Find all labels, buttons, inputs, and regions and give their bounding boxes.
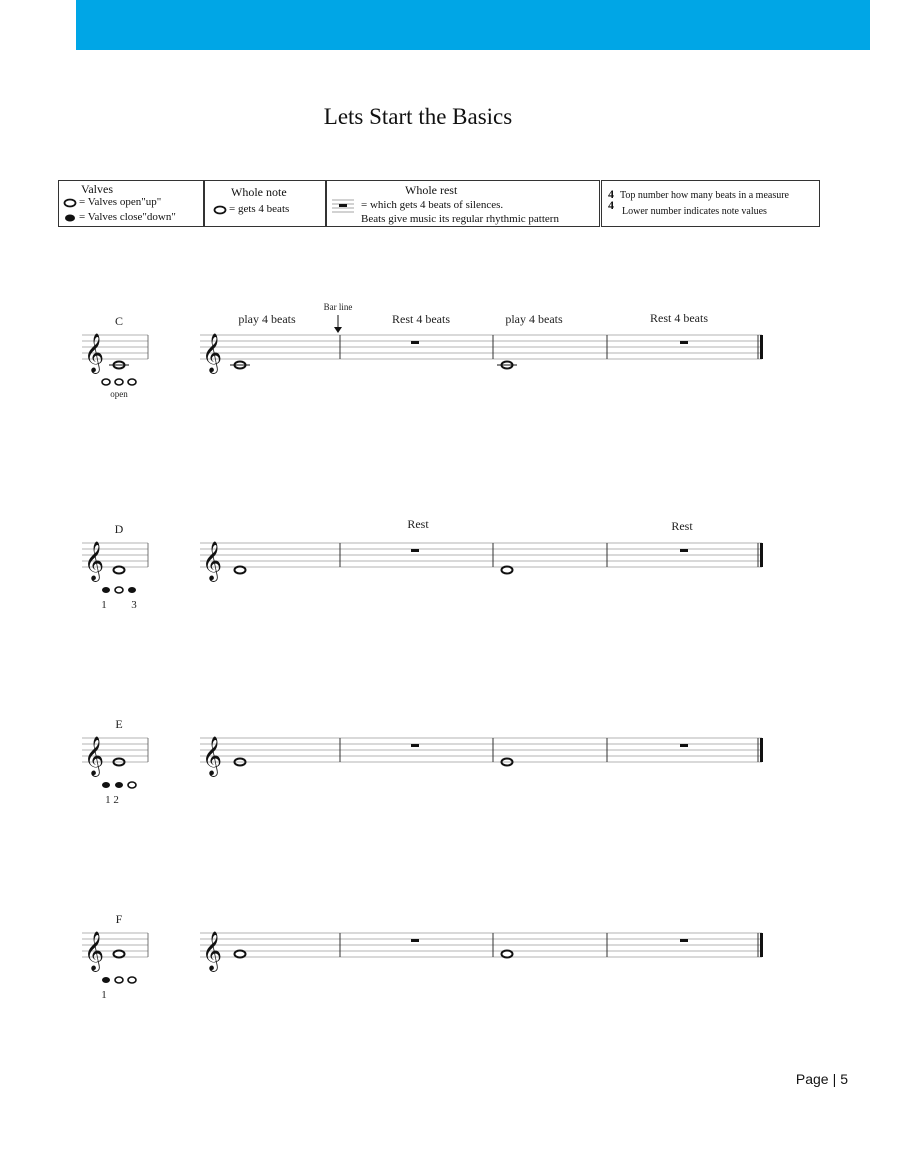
valve-1-closed-icon [102,587,110,593]
exercise-staff [200,543,762,567]
page-separator: | [832,1071,837,1087]
whole-rest-icon [680,549,688,552]
bar-line-label: Bar line [323,302,353,312]
valve-finger-label: 3 [131,599,137,611]
whole-rest-icon [411,744,419,747]
whole-note-text: = gets 4 beats [229,203,290,215]
page-number [796,1071,848,1087]
bar-line-arrow-head [334,327,342,333]
treble-clef-icon: 𝄞 [84,333,105,373]
valve-1-open-icon [102,379,110,385]
whole-rest-line2: Beats give music its regular rhythmic pattern [361,213,559,225]
valve-2-open-icon [115,379,123,385]
treble-clef-icon: 𝄞 [202,541,223,581]
exercise-staff [200,933,762,957]
valves-title: Valves [81,182,113,196]
final-bar-thick [760,738,763,762]
whole-note [235,951,246,958]
whole-rest-icon [411,549,419,552]
exercise-staff [200,738,762,762]
valve-2-open-icon [115,587,123,593]
treble-clef-icon: 𝄞 [84,541,105,581]
rest-label: Rest [671,519,693,533]
valve-3-closed-icon [128,587,136,593]
whole-note [502,951,513,958]
whole-rest-icon [680,939,688,942]
valve-finger-label: 1 2 [105,794,119,806]
valve-3-open-icon [128,782,136,788]
valve-3-open-icon [128,977,136,983]
treble-clef-icon: 𝄞 [84,931,105,971]
final-bar-thick [760,933,763,957]
note-name-label: E [115,717,123,731]
valve-2-open-icon [115,977,123,983]
time-signature-line1: Top number how many beats in a measure [620,190,789,201]
valve-finger-label: 1 [101,989,107,1001]
rest-label: Rest [407,517,429,531]
note-name-label: F [115,912,123,926]
whole-rest-title: Whole rest [405,183,458,197]
treble-clef-icon: 𝄞 [202,333,223,373]
whole-rest-icon [680,341,688,344]
rest-beats-label: Rest 4 beats [650,311,708,325]
whole-note [502,567,513,574]
whole-note [235,567,246,574]
final-bar-thick [760,335,763,359]
play-beats-label: play 4 beats [238,312,296,326]
whole-rest-icon [411,939,419,942]
reference-whole-note [114,951,125,958]
valve-caption: open [110,389,128,399]
valve-1-closed-icon [102,977,110,983]
final-bar-thick [760,543,763,567]
valve-2-closed-icon [115,782,123,788]
time-signature-top: 4 [608,187,614,201]
valves-closed-text: = Valves close"down" [79,211,176,223]
valve-1-closed-icon [102,782,110,788]
valve-3-open-icon [128,379,136,385]
whole-rest-icon [411,341,419,344]
time-signature-bottom: 4 [608,198,614,212]
reference-whole-note [114,567,125,574]
treble-clef-icon: 𝄞 [202,931,223,971]
whole-rest-icon [680,744,688,747]
treble-clef-icon: 𝄞 [202,736,223,776]
page-number-value: 5 [840,1071,848,1087]
note-name-label: C [114,314,124,328]
valve-finger-label: 1 [101,599,107,611]
time-signature-line2: Lower number indicates note values [622,206,767,217]
valves-open-text: = Valves open"up" [79,196,162,208]
page-title: Lets Start the Basics [323,104,513,129]
whole-rest-line1: = which gets 4 beats of silences. [361,199,504,211]
play-beats-label: play 4 beats [505,312,563,326]
page-label: Page [795,1071,829,1087]
exercise-staff [200,335,762,359]
rest-beats-label: Rest 4 beats [392,312,450,326]
treble-clef-icon: 𝄞 [84,736,105,776]
note-name-label: D [114,522,124,536]
whole-note-title: Whole note [231,185,287,199]
